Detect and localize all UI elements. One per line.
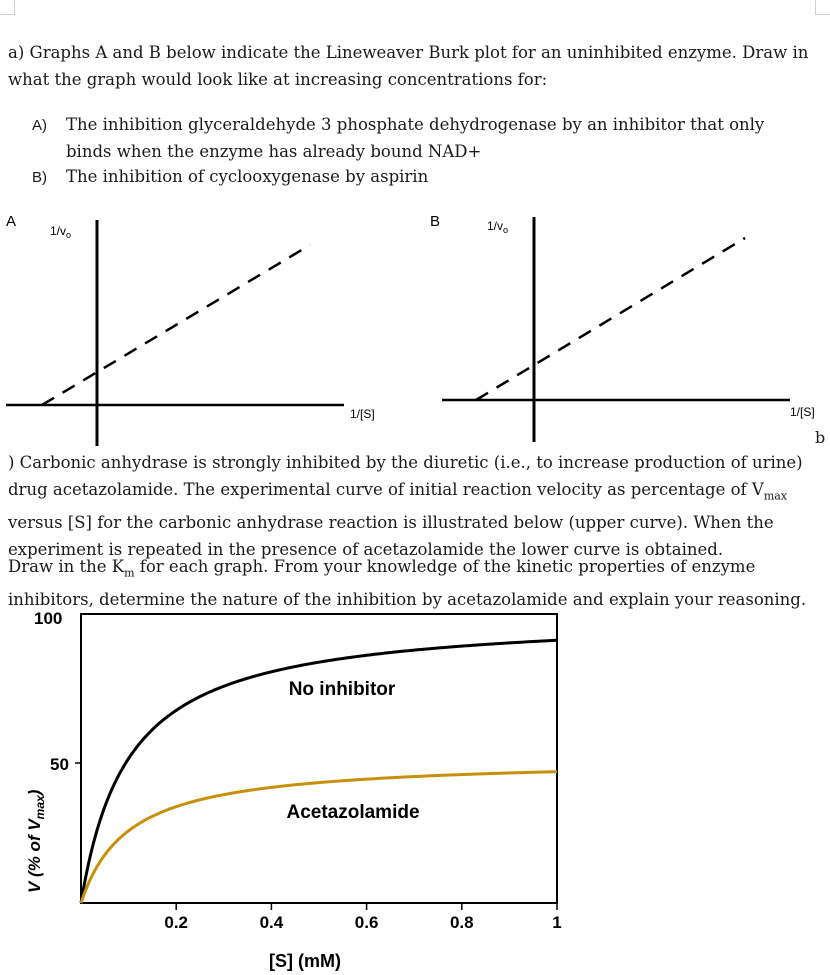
question-a-item-b [32,163,806,191]
lb-plot-a-uninhibited-line [42,245,310,405]
series-label-no-inhibitor: No inhibitor [288,679,396,700]
x-ticks [164,903,561,932]
x-tick-label-0.4: 0.4 [259,913,284,932]
x-tick-label-0.6: 0.6 [354,913,379,932]
x-tick-label-0.8: 0.8 [449,913,474,932]
lb-plot-b [430,213,815,442]
lb-plot-b-xlabel: 1/[S] [790,405,815,419]
y-tick-label-100: 100 [34,609,63,628]
y-axis-label: V (% of $V_{max}$) [25,789,47,893]
lb-plot-a [6,213,375,446]
lb-plot-a-ylabel: $1/v_o$ [50,224,72,240]
x-tick-label-0.2: 0.2 [164,913,189,932]
lb-plot-b-panel-label: B [430,213,441,230]
item-text: The inhibition glyceraldehyde 3 phosphate dehydrogenase by an inhibitor that only binds when the enzyme has already bound NAD+ [66,115,765,161]
lb-plot-a-xlabel: 1/[S] [350,407,375,421]
question-a-item-a [32,111,806,165]
series-label-acetazolamide: Acetazolamide [286,802,420,823]
item-label: A) [32,117,47,134]
lb-plot-b-ylabel: $1/v_o$ [487,219,509,235]
lb-plot-a-panel-label: A [6,213,17,230]
item-label: B) [32,169,47,186]
page-corner-mark-left [0,0,15,15]
page-corner-mark-right [815,0,830,15]
plot-frame [81,614,557,903]
item-text: The inhibition of cyclooxygenase by aspirin [66,167,429,186]
acetazolamide-curve [81,772,557,903]
x-tick-label-1: 1 [552,913,562,932]
x-axis-label: [S] (mM) [269,951,341,971]
velocity-chart [0,605,830,975]
question-b-marker: b [815,428,826,447]
y-tick-label-50: 50 [50,755,69,774]
question-a-intro: a) Graphs A and B below indicate the Lineweaver Burk plot for an uninhibited enzyme. Draw in what the graph would look like at increasing concentrations for: [8,43,809,89]
question-b-paragraph-1: ) Carbonic anhydrase is strongly inhibited by the diuretic (i.e., to increase production of urine) drug acetazolamide. The experimental curve of initial reaction velocity as percentage of $V_{max}$ versus [S] for the carbonic anhydrase reaction is illustrated below (upper curve). When the experiment is repeated in the presence of acetazolamide the lower curve is obtained. [8,453,803,560]
lb-plot-b-uninhibited-line [476,238,745,400]
question-b-paragraph-2: Draw in the $K_m$ for each graph. From your knowledge of the kinetic properties of enzyme inhibitors, determine the nature of the inhibition by acetazolamide and explain your reasoning. [8,557,807,610]
